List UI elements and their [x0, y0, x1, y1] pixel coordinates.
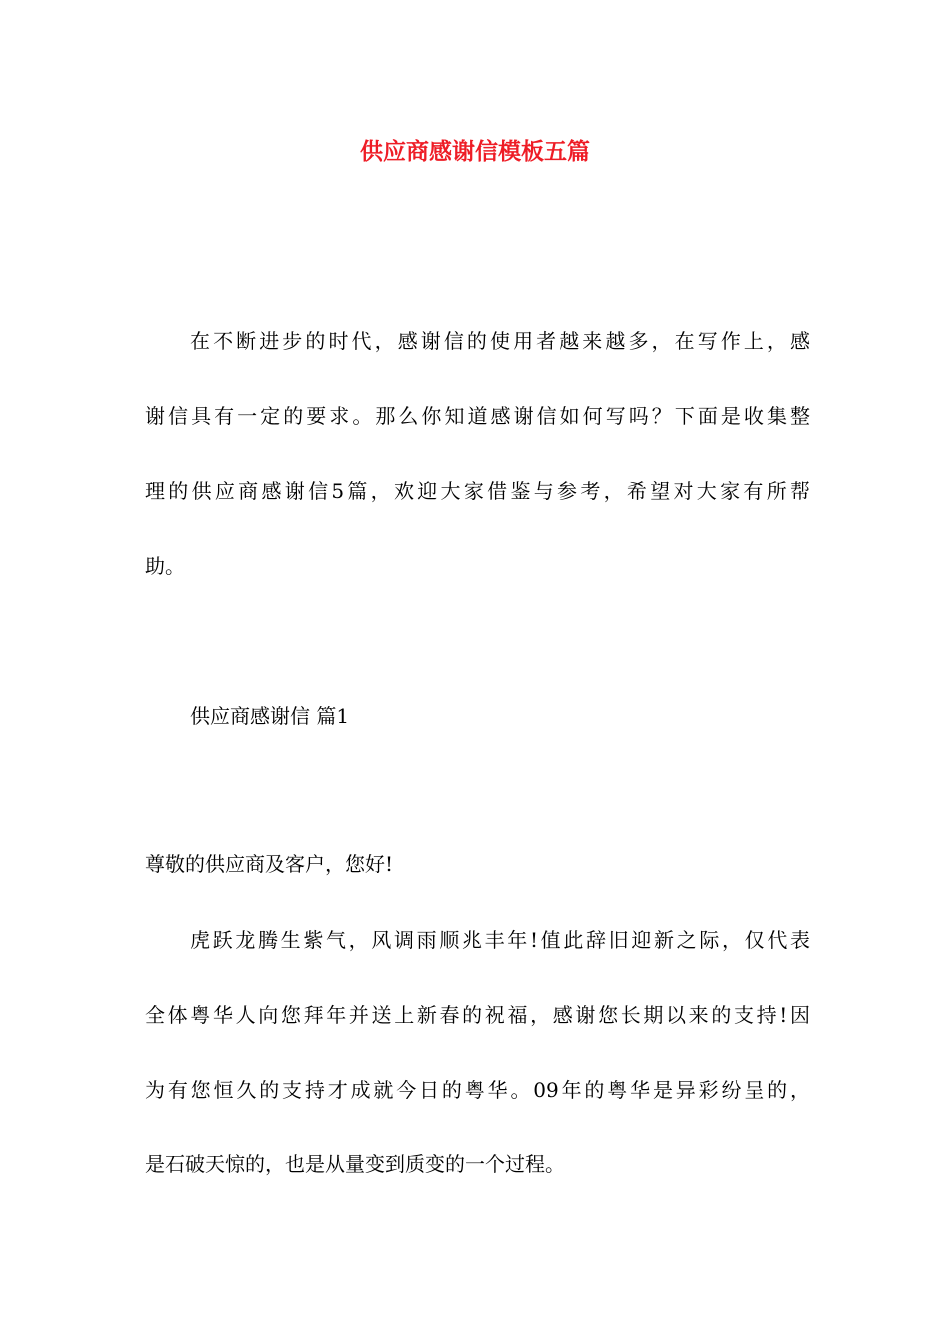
section-heading: 供应商感谢信 篇1 — [190, 704, 350, 728]
letter-salutation: 尊敬的供应商及客户，您好! — [145, 852, 394, 876]
intro-line: 助。 — [145, 554, 185, 578]
intro-line: 谢信具有一定的要求。那么你知道感谢信如何写吗？下面是收集整 — [145, 404, 810, 428]
body-line: 全体粤华人向您拜年并送上新春的祝福，感谢您长期以来的支持!因 — [145, 1003, 810, 1027]
intro-line: 理的供应商感谢信5篇，欢迎大家借鉴与参考，希望对大家有所帮 — [145, 479, 810, 503]
body-line: 是石破天惊的，也是从量变到质变的一个过程。 — [145, 1152, 565, 1176]
body-line: 为有您恒久的支持才成就今日的粤华。09年的粤华是异彩纷呈的， — [145, 1078, 810, 1102]
page-title: 供应商感谢信模板五篇 — [360, 138, 590, 165]
intro-line: 在不断进步的时代，感谢信的使用者越来越多，在写作上，感 — [190, 329, 810, 353]
body-line: 虎跃龙腾生紫气，风调雨顺兆丰年!值此辞旧迎新之际，仅代表 — [190, 928, 810, 952]
